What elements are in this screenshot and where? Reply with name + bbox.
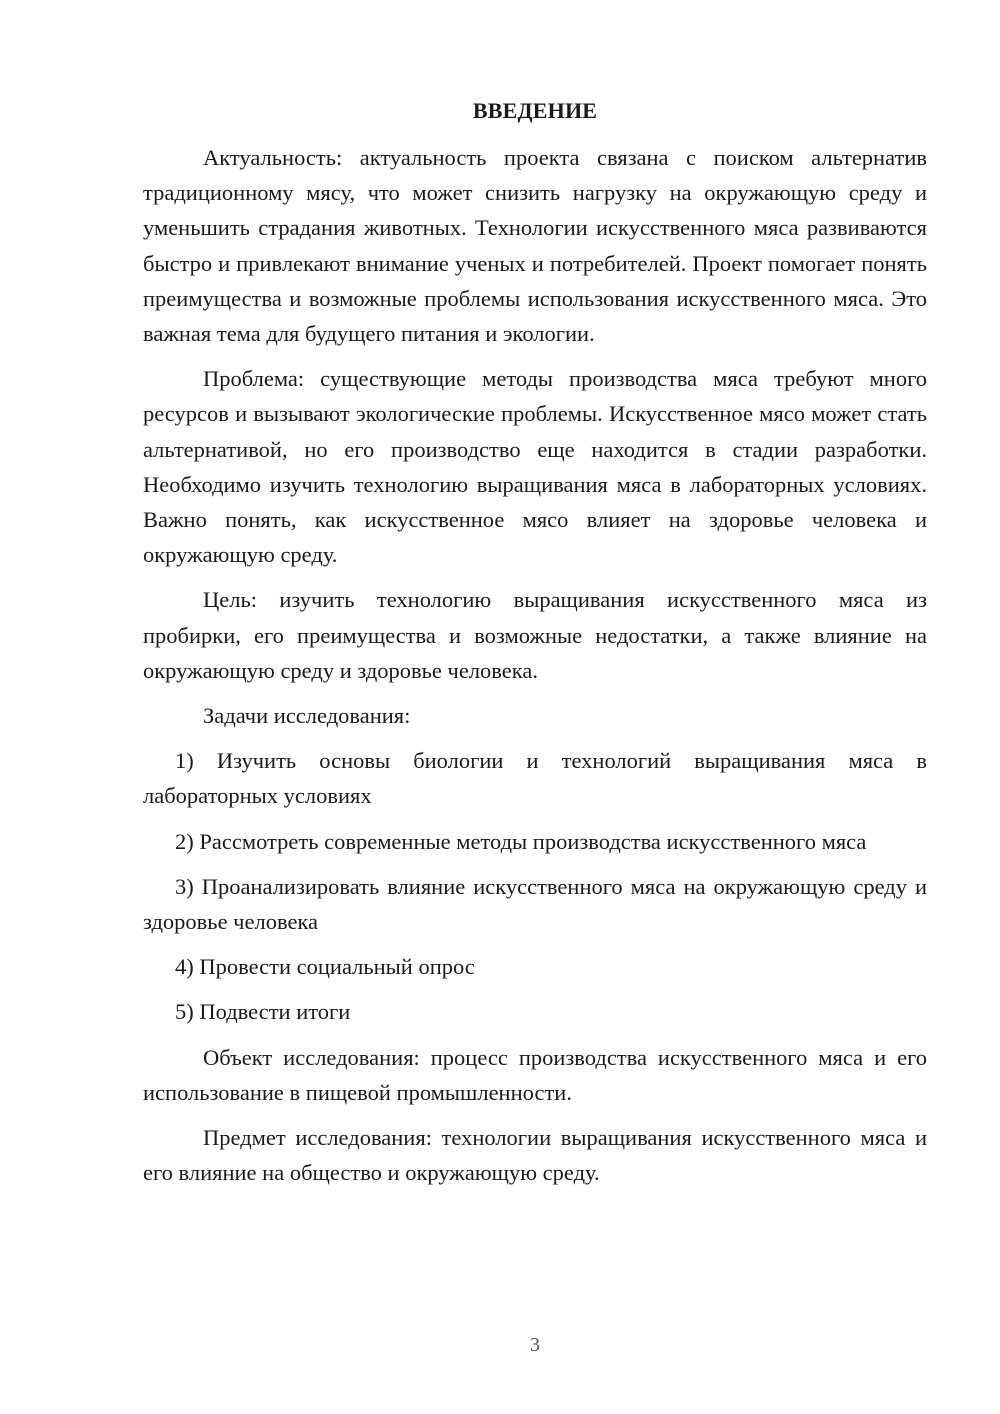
page-number: 3 (530, 1334, 540, 1356)
tasks-list (143, 743, 927, 1029)
list-item: 1) Изучить основы биологии и технологий выращивания мяса в лабораторных условиях (143, 748, 927, 809)
paragraph-problem: Проблема: существующие методы производства мяса требуют много ресурсов и вызывают экологические проблемы. Искусственное мясо может стать альтернативой, но его производство еще находится в стадии разработки. Необходимо изучить технологию выращивания мяса в лабораторных условиях. Важно понять, как искусственное мясо влияет на здоровье человека и окружающую среду. (143, 366, 927, 568)
list-item: 5) Подвести итоги (175, 999, 351, 1025)
document-page (143, 96, 927, 1200)
list-item: 4) Провести социальный опрос (175, 954, 475, 980)
paragraph-object: Объект исследования: процесс производства искусственного мяса и его использование в пищевой промышленности. (143, 1044, 927, 1105)
paragraph-subject: Предмет исследования: технологии выращивания искусственного мяса и его влияние на общество и окружающую среду. (143, 1125, 927, 1186)
list-item: 2) Рассмотреть современные методы производства искусственного мяса (175, 828, 867, 854)
tasks-heading: Задачи исследования: (203, 703, 411, 729)
page-title: ВВЕДЕНИЕ (472, 98, 598, 123)
list-item: 3) Проанализировать влияние искусственного мяса на окружающую среду и здоровье человека (143, 873, 927, 935)
paragraph-relevance: Актуальность: актуальность проекта связана с поиском альтернатив традиционному мясу, что может снизить нагрузку на окружающую среду и уменьшить страдания животных. Технологии искусственного мяса развиваются быстро и привлекают внимание ученых и потребителей. Проект помогает понять преимущества и возможные проблемы использования искусственного мяса. Это важная тема для будущего питания и экологии. (143, 145, 927, 347)
paragraph-goal: Цель: изучить технологию выращивания искусственного мяса из пробирки, его преимущества и возможные недостатки, а также влияние на окружающую среду и здоровье человека. (143, 587, 927, 683)
